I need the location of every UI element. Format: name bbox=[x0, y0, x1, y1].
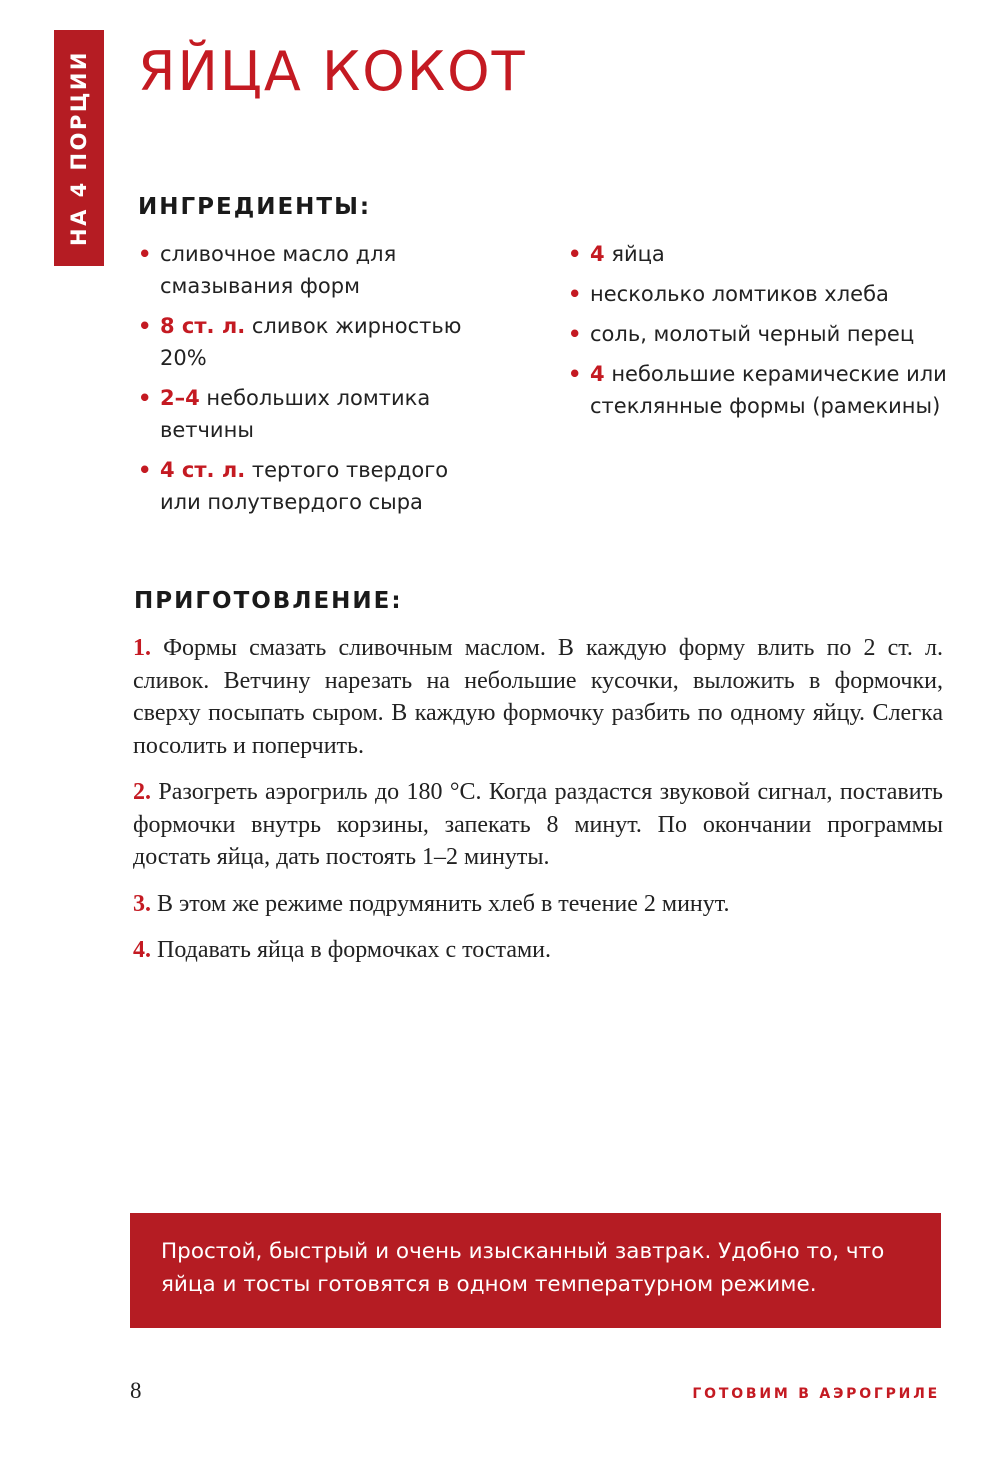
ingredient-text: небольших ломтика ветчины bbox=[160, 386, 431, 442]
running-footer: ГОТОВИМ В АЭРОГРИЛЕ bbox=[692, 1386, 940, 1402]
ingredient-text: сливок жирностью 20% bbox=[160, 314, 462, 370]
ingredient-item bbox=[568, 318, 948, 350]
recipe-title: ЯЙЦА КОКОТ bbox=[138, 40, 527, 103]
ingredient-item bbox=[138, 238, 478, 302]
ingredient-text: тертого твердого или полутвердого сыра bbox=[160, 458, 449, 514]
preparation-heading: ПРИГОТОВЛЕНИЕ: bbox=[134, 588, 403, 614]
step-number: 1. bbox=[133, 635, 151, 661]
ingredient-text: небольшие керамические или стеклянные формы (рамекины) bbox=[590, 362, 947, 418]
preparation-step bbox=[133, 776, 943, 874]
tip-text: Простой, быстрый и очень изысканный завтрак. Удобно то, что яйца и тосты готовятся в одном температурном режиме. bbox=[161, 1239, 885, 1297]
preparation-step bbox=[133, 632, 943, 762]
preparation-steps bbox=[133, 632, 943, 981]
servings-tab bbox=[54, 30, 104, 266]
bullet-icon: • bbox=[138, 386, 152, 410]
bullet-icon: • bbox=[568, 242, 582, 266]
bullet-icon: • bbox=[568, 362, 582, 386]
ingredient-quantity: 4 ст. л. bbox=[160, 458, 246, 482]
step-number: 3. bbox=[133, 890, 151, 917]
ingredient-text: соль, молотый черный перец bbox=[590, 322, 915, 346]
ingredient-item bbox=[568, 278, 948, 310]
ingredient-quantity: 4 bbox=[590, 242, 605, 266]
preparation-step bbox=[133, 934, 943, 967]
step-text: В этом же режиме подрумянить хлеб в течение 2 минут. bbox=[157, 890, 730, 917]
step-number: 2. bbox=[133, 779, 151, 805]
servings-label: НА 4 ПОРЦИИ bbox=[67, 49, 92, 247]
step-number: 4. bbox=[133, 937, 151, 963]
ingredient-text: несколько ломтиков хлеба bbox=[590, 282, 889, 306]
ingredient-item bbox=[138, 454, 478, 518]
ingredients-left-column bbox=[138, 238, 478, 526]
page-number: 8 bbox=[130, 1378, 142, 1403]
ingredient-quantity: 2–4 bbox=[160, 386, 200, 410]
bullet-icon: • bbox=[568, 322, 582, 346]
ingredient-item bbox=[568, 238, 948, 270]
step-text: Разогреть аэрогриль до 180 °C. Когда раздастся звуковой сигнал, поставить формочки внутрь корзины, запекать 8 минут. По окончании программы достать яйца, дать постоять 1–2 минуты. bbox=[133, 779, 944, 870]
ingredients-heading: ИНГРЕДИЕНТЫ: bbox=[138, 194, 372, 220]
ingredient-quantity: 4 bbox=[590, 362, 605, 386]
ingredient-item bbox=[138, 310, 478, 374]
ingredient-item bbox=[138, 382, 478, 446]
ingredient-item bbox=[568, 358, 948, 422]
bullet-icon: • bbox=[138, 314, 152, 338]
bullet-icon: • bbox=[568, 282, 582, 306]
tip-box bbox=[130, 1213, 941, 1328]
ingredients-right-column bbox=[568, 238, 948, 430]
preparation-step bbox=[133, 888, 943, 921]
step-text: Формы смазать сливочным маслом. В каждую форму влить по 2 ст. л. сливок. Ветчину нарезать на небольшие кусочки, выложить в формочки, сверху посыпать сыром. В каждую формочку разбить по одному яйцу. Слегка посолить и поперчить. bbox=[133, 635, 943, 759]
bullet-icon: • bbox=[138, 242, 152, 266]
ingredient-text: яйца bbox=[611, 242, 665, 266]
ingredient-text: сливочное масло для смазывания форм bbox=[160, 242, 397, 298]
step-text: Подавать яйца в формочках с тостами. bbox=[157, 937, 552, 963]
bullet-icon: • bbox=[138, 458, 152, 482]
ingredient-quantity: 8 ст. л. bbox=[160, 314, 246, 338]
